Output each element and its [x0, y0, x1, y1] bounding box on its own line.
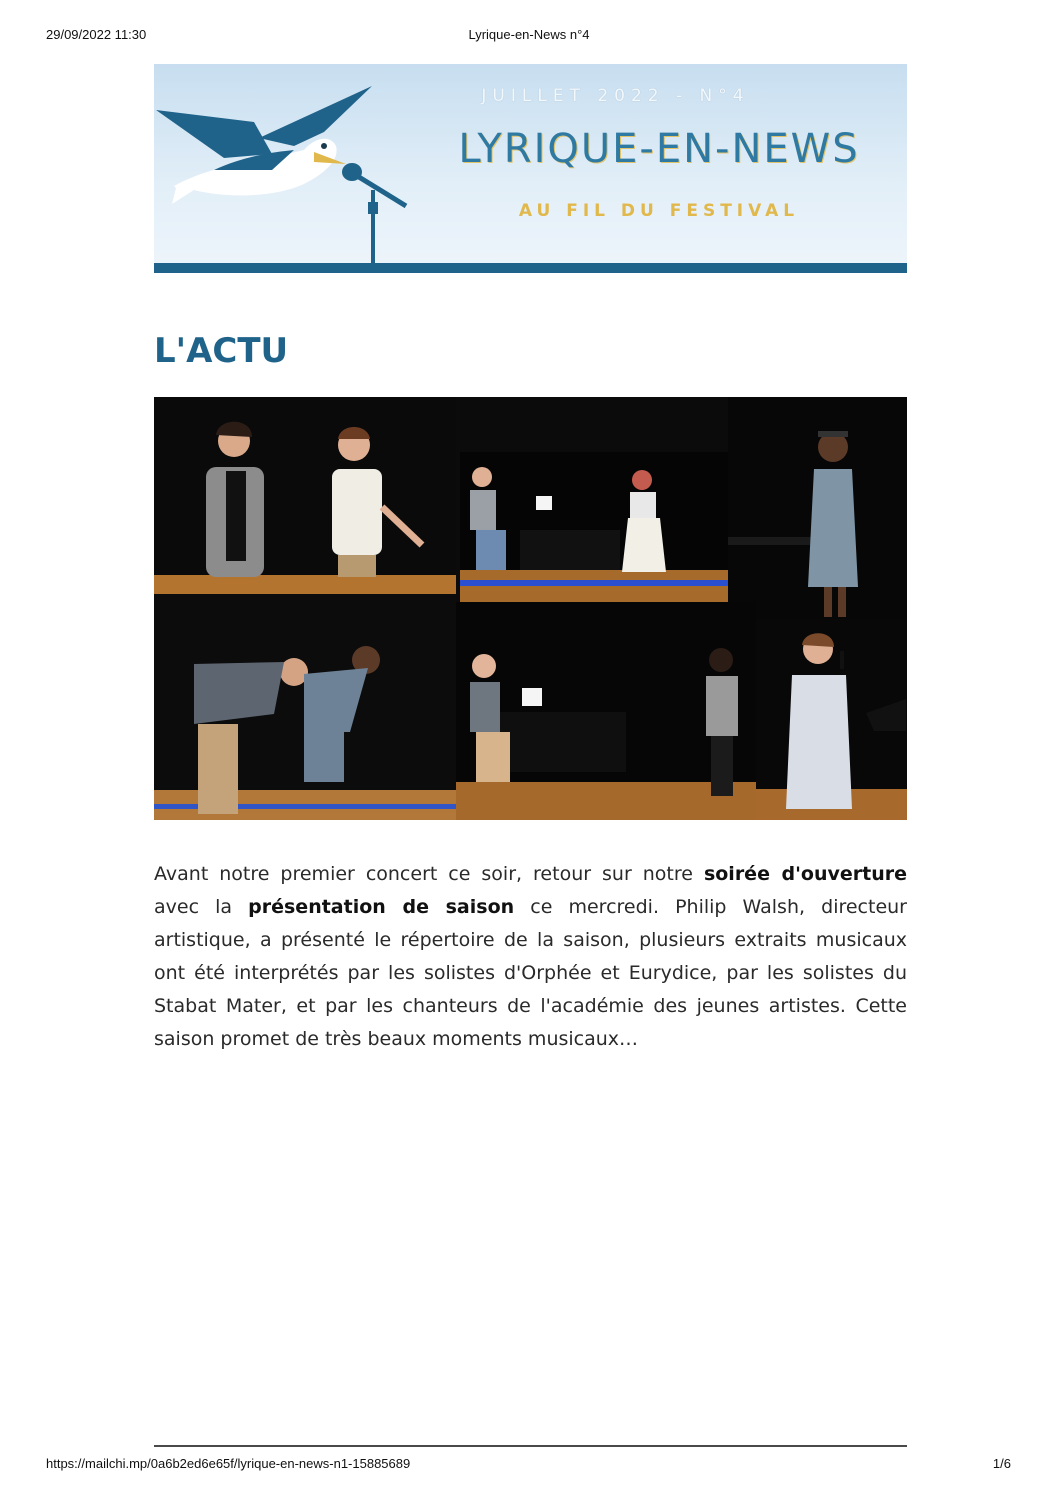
- article-text-3: ce mercredi. Philip Walsh, directeur artistique, a présenté le répertoire de la saison, plusieurs extraits musicaux ont été interprétés par les solistes d'Orphée et Eurydice, par les solistes du Stabat Mater, et par les chanteurs de l'académie des jeunes artistes. Cette saison promet de très beaux moments musicaux…: [154, 896, 907, 1050]
- article-highlight-season: présentation de saison: [248, 896, 515, 918]
- page-number: 1/6: [992, 1456, 1011, 1471]
- photo-soprano-soloist: [728, 397, 907, 619]
- newsletter-banner: [154, 64, 907, 273]
- article-paragraph: [154, 858, 907, 1056]
- newsletter-logo-title: LYRIQUE-EN-NEWS: [458, 126, 860, 172]
- print-header: [0, 27, 1058, 47]
- section-title: L'ACTU: [154, 331, 289, 371]
- issue-label: JUILLET 2022 - N°4: [481, 86, 750, 106]
- print-url[interactable]: https://mailchi.mp/0a6b2ed6e65f/lyrique-en-news-n1-15885689: [46, 1456, 411, 1471]
- photo-pianist-and-singer: [460, 452, 728, 602]
- article-text-2: avec la: [154, 896, 249, 918]
- photo-pianist-accompaniment: [456, 602, 756, 820]
- article-highlight-opening: soirée d'ouverture: [703, 863, 908, 885]
- photo-artists-bowing: [154, 594, 456, 820]
- seagull-microphone-icon: [154, 80, 424, 265]
- print-document-title: Lyrique-en-News n°4: [468, 27, 590, 42]
- print-datetime: 29/09/2022 11:30: [46, 27, 147, 42]
- photo-presenter-with-microphone: [756, 619, 907, 820]
- photo-two-singers: [154, 397, 456, 594]
- article-text-1: Avant notre premier concert ce soir, retour sur notre: [154, 863, 704, 885]
- content-divider: [154, 1445, 907, 1447]
- newsletter-tagline: AU FIL DU FESTIVAL: [518, 201, 800, 221]
- banner-bottom-bar: [154, 263, 907, 273]
- photo-collage: [154, 397, 907, 820]
